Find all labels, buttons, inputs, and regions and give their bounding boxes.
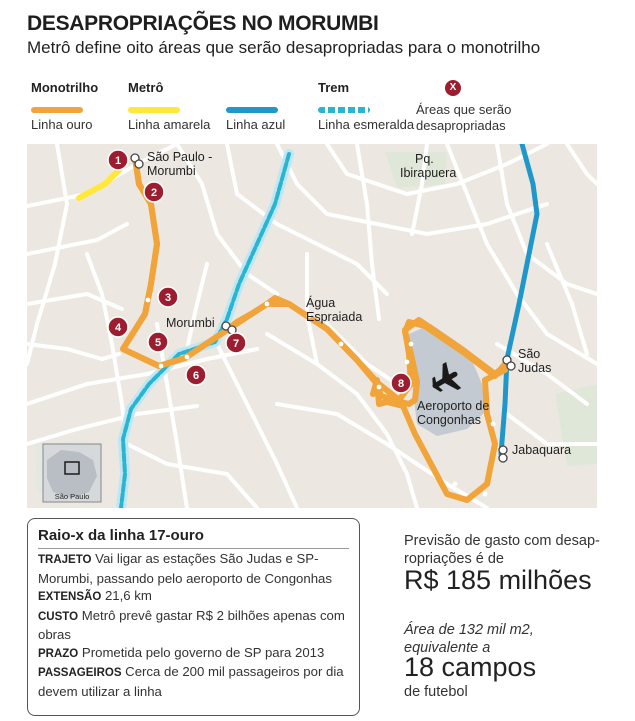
label-sao-judas-2: Judas: [518, 361, 552, 375]
label-jabaquara: Jabaquara: [512, 443, 572, 457]
legend-label-linha-esmeralda: Linha esmeralda: [318, 117, 415, 132]
raio-x-trajeto-line2: Morumbi, passando pelo aeroporto de Congonhas: [38, 570, 332, 586]
raio-x-body: [38, 550, 349, 700]
svg-text:7: 7: [232, 338, 240, 350]
raio-x-extensao-value: 21,6 km: [104, 588, 152, 603]
raio-x-passageiros-line2: devem utilizar a linha: [38, 683, 162, 699]
legend-swatch-linha-esmeralda: [318, 107, 370, 113]
stat-previsao-line2: ropriações é de: [404, 551, 504, 567]
legend-label-linha-azul: Linha azul: [226, 117, 286, 132]
label-ibirapuera-1: Pq.: [415, 152, 434, 166]
raio-x-extensao-key: EXTENSÃO: [38, 591, 102, 603]
raio-x-extensao: [38, 587, 349, 607]
stat-area-line1: Área de 132 mil m2,: [404, 622, 534, 638]
svg-text:2: 2: [150, 187, 158, 199]
raio-x-custo: [38, 607, 349, 627]
raio-x-custo-line2: obras: [38, 627, 71, 642]
marker-2: [144, 182, 164, 202]
page-subtitle: Metrô define oito áreas que serão desapropriadas para o monotrilho: [27, 38, 541, 57]
legend-label-linha-amarela: Linha amarela: [128, 117, 211, 132]
label-agua-espraiada-1: Água: [306, 296, 336, 310]
legend-group-metro: Metrô: [128, 80, 164, 95]
label-ibirapuera-2: Ibirapuera: [400, 166, 457, 180]
label-sao-judas-1: São: [518, 347, 541, 361]
raio-x-custo-key: CUSTO: [38, 610, 79, 623]
stat-area-line2: equivalente a: [404, 640, 491, 656]
label-agua-espraiada-2: Espraiada: [306, 310, 363, 324]
svg-text:5: 5: [154, 337, 162, 349]
marker-6: [186, 365, 206, 385]
label-aeroporto-2: Congonhas: [417, 413, 481, 427]
marker-5: [148, 332, 168, 352]
svg-text:4: 4: [114, 322, 122, 334]
raio-x-trajeto-key: TRAJETO: [38, 554, 92, 566]
marker-8: [391, 373, 411, 393]
label-sp-morumbi-2: Morumbi: [147, 164, 196, 178]
raio-x-divider: [38, 548, 349, 549]
raio-x-custo-line1: Metrô prevê gastar R$ 2 bilhões apenas com: [81, 607, 345, 623]
marker-4: [108, 317, 128, 337]
map-canvas: [27, 144, 597, 508]
raio-x-prazo-value: Prometida pelo governo de SP para 2013: [81, 644, 325, 660]
raio-x-title: Raio-x da linha 17-ouro: [38, 527, 204, 544]
raio-x-prazo-key: PRAZO: [38, 647, 79, 660]
label-morumbi: Morumbi: [166, 316, 215, 330]
legend-label-linha-ouro: Linha ouro: [31, 117, 93, 132]
legend-label-areas-1: Áreas que serão: [416, 102, 512, 117]
stat-campos: 18 campos: [404, 652, 537, 682]
raio-x-trajeto-line1: Vai ligar as estações São Judas e SP-: [95, 551, 319, 566]
raio-x-passageiros-line1: Cerca de 200 mil passageiros por dia: [125, 664, 344, 679]
legend-label-areas-2: desapropriadas: [416, 118, 506, 133]
station-sp-morumbi-b: [135, 160, 143, 168]
station-jabaquara-b: [499, 454, 507, 462]
marker-3: [158, 287, 178, 307]
stat-valor: R$ 185 milhões: [404, 565, 592, 595]
page-title: DESAPROPRIAÇÕES NO MORUMBI: [27, 12, 379, 35]
legend-group-monotrilho: Monotrilho: [31, 80, 99, 95]
inset-map: [43, 444, 101, 502]
svg-text:8: 8: [397, 378, 405, 390]
raio-x-passageiros: [38, 663, 349, 683]
raio-x-passageiros-key: PASSAGEIROS: [38, 667, 122, 679]
raio-x-prazo: [38, 644, 349, 664]
stat-campos-sub: de futebol: [404, 684, 468, 700]
marker-1: [108, 150, 128, 170]
legend-swatch-linha-azul: [226, 107, 278, 113]
label-sp-morumbi-1: São Paulo -: [147, 150, 213, 164]
legend-area-marker-icon: X: [445, 80, 461, 96]
inset-label: São Paulo: [54, 492, 90, 501]
map: [27, 144, 597, 508]
legend-swatch-linha-ouro: [31, 107, 83, 113]
marker-7: [226, 333, 246, 353]
svg-text:6: 6: [192, 370, 200, 382]
legend-swatch-linha-amarela: [128, 107, 180, 113]
raio-x-box: [27, 518, 360, 716]
svg-text:1: 1: [114, 155, 122, 167]
label-aeroporto-1: Aeroporto de: [417, 399, 490, 413]
stat-previsao: [404, 532, 600, 568]
svg-text:3: 3: [164, 292, 172, 304]
station-jabaquara: [499, 446, 507, 454]
stat-previsao-line1: Previsão de gasto com desap-: [404, 533, 600, 549]
raio-x-trajeto: [38, 550, 349, 570]
station-sao-judas-b: [507, 362, 515, 370]
legend-group-trem: Trem: [318, 80, 350, 95]
